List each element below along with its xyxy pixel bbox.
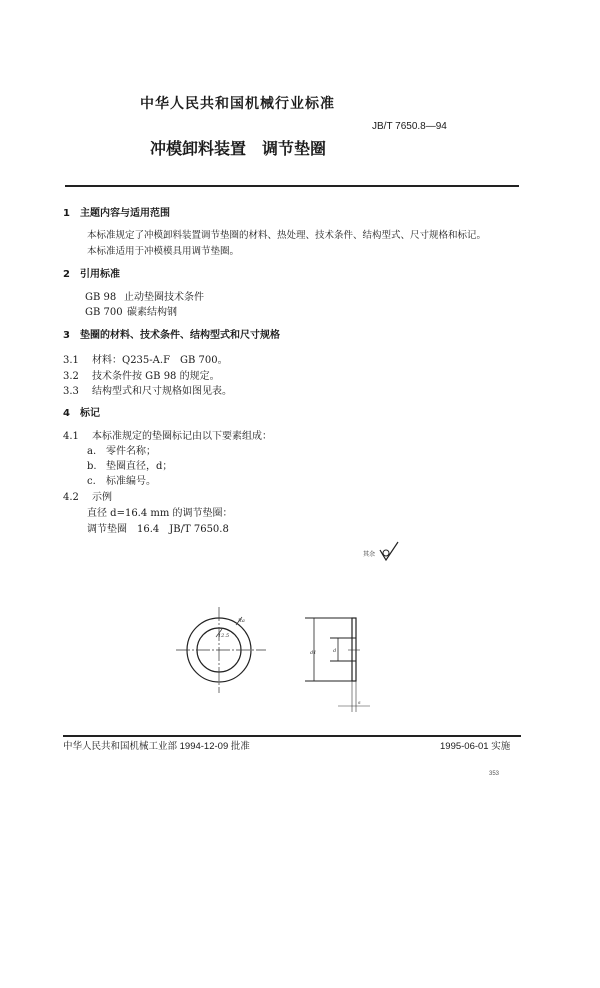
issuing-authority: 中华人民共和国机械行业标准 xyxy=(140,96,335,112)
footer-divider xyxy=(63,735,521,737)
subitem-text: 垫圈直径，d； xyxy=(106,461,173,472)
item-text: 结构型式和尺寸规格如图见表。 xyxy=(92,386,232,397)
surface-roughness-icon xyxy=(378,540,402,564)
subitem-text: 零件名称； xyxy=(106,446,156,457)
roughness-value-inner: 12.5 xyxy=(218,633,230,639)
section-2-heading: 2 引用标准 xyxy=(63,269,120,280)
subitem-mark: c. xyxy=(87,476,96,487)
item-number: 3.3 xyxy=(63,386,79,397)
item-number: 4.2 xyxy=(63,492,79,503)
approval-date: 中华人民共和国机械工业部 1994-12-09 批准 xyxy=(63,741,250,752)
section-4-heading: 4 标记 xyxy=(63,408,100,419)
document-title: 冲模卸料装置 调节垫圈 xyxy=(150,139,327,158)
roughness-label: 其余 xyxy=(363,551,376,558)
subitem-mark: b. xyxy=(87,461,97,472)
washer-front-view xyxy=(176,605,266,695)
item-number: 3.1 xyxy=(63,355,79,366)
dimension-d1: d1 xyxy=(310,650,317,656)
reference-code: GB 700 xyxy=(85,307,123,318)
item-text: 本标准规定的垫圈标记由以下要素组成： xyxy=(92,431,272,442)
dimension-d: d xyxy=(333,648,337,654)
implementation-date: 1995-06-01 实施 xyxy=(440,741,511,752)
reference-code: GB 98 xyxy=(85,292,117,303)
item-text: 材料：Q235-A.F GB 700。 xyxy=(92,355,228,366)
item-text: 示例 xyxy=(92,492,112,503)
section-1-heading: 1 主题内容与适用范围 xyxy=(63,208,170,219)
example-description: 直径 d=16.4 mm 的调节垫圈： xyxy=(87,508,233,519)
subitem-text: 标准编号。 xyxy=(106,476,156,487)
section-3-heading: 3 垫圈的材料、技术条件、结构型式和尺寸规格 xyxy=(63,330,280,341)
roughness-value-outer: Ra xyxy=(238,618,245,624)
dimension-s: s xyxy=(358,700,361,706)
washer-side-view xyxy=(300,612,380,722)
standard-number: JB/T 7650.8—94 xyxy=(372,121,447,132)
subitem-mark: a. xyxy=(87,446,97,457)
item-number: 3.2 xyxy=(63,371,79,382)
section-1-line: 本标准规定了冲模卸料装置调节垫圈的材料、热处理、技术条件、结构型式、尺寸规格和标记。 xyxy=(87,230,487,241)
header-divider xyxy=(65,185,519,187)
example-marking: 调节垫圈 16.4 JB/T 7650.8 xyxy=(87,524,229,535)
item-number: 4.1 xyxy=(63,431,79,442)
item-text: 技术条件按 GB 98 的规定。 xyxy=(92,371,220,382)
page-number: 353 xyxy=(489,771,500,777)
reference-name: 碳素结构钢 xyxy=(127,307,177,318)
section-1-line: 本标准适用于冲模模具用调节垫圈。 xyxy=(87,246,240,257)
reference-name: 止动垫圈技术条件 xyxy=(124,292,204,303)
